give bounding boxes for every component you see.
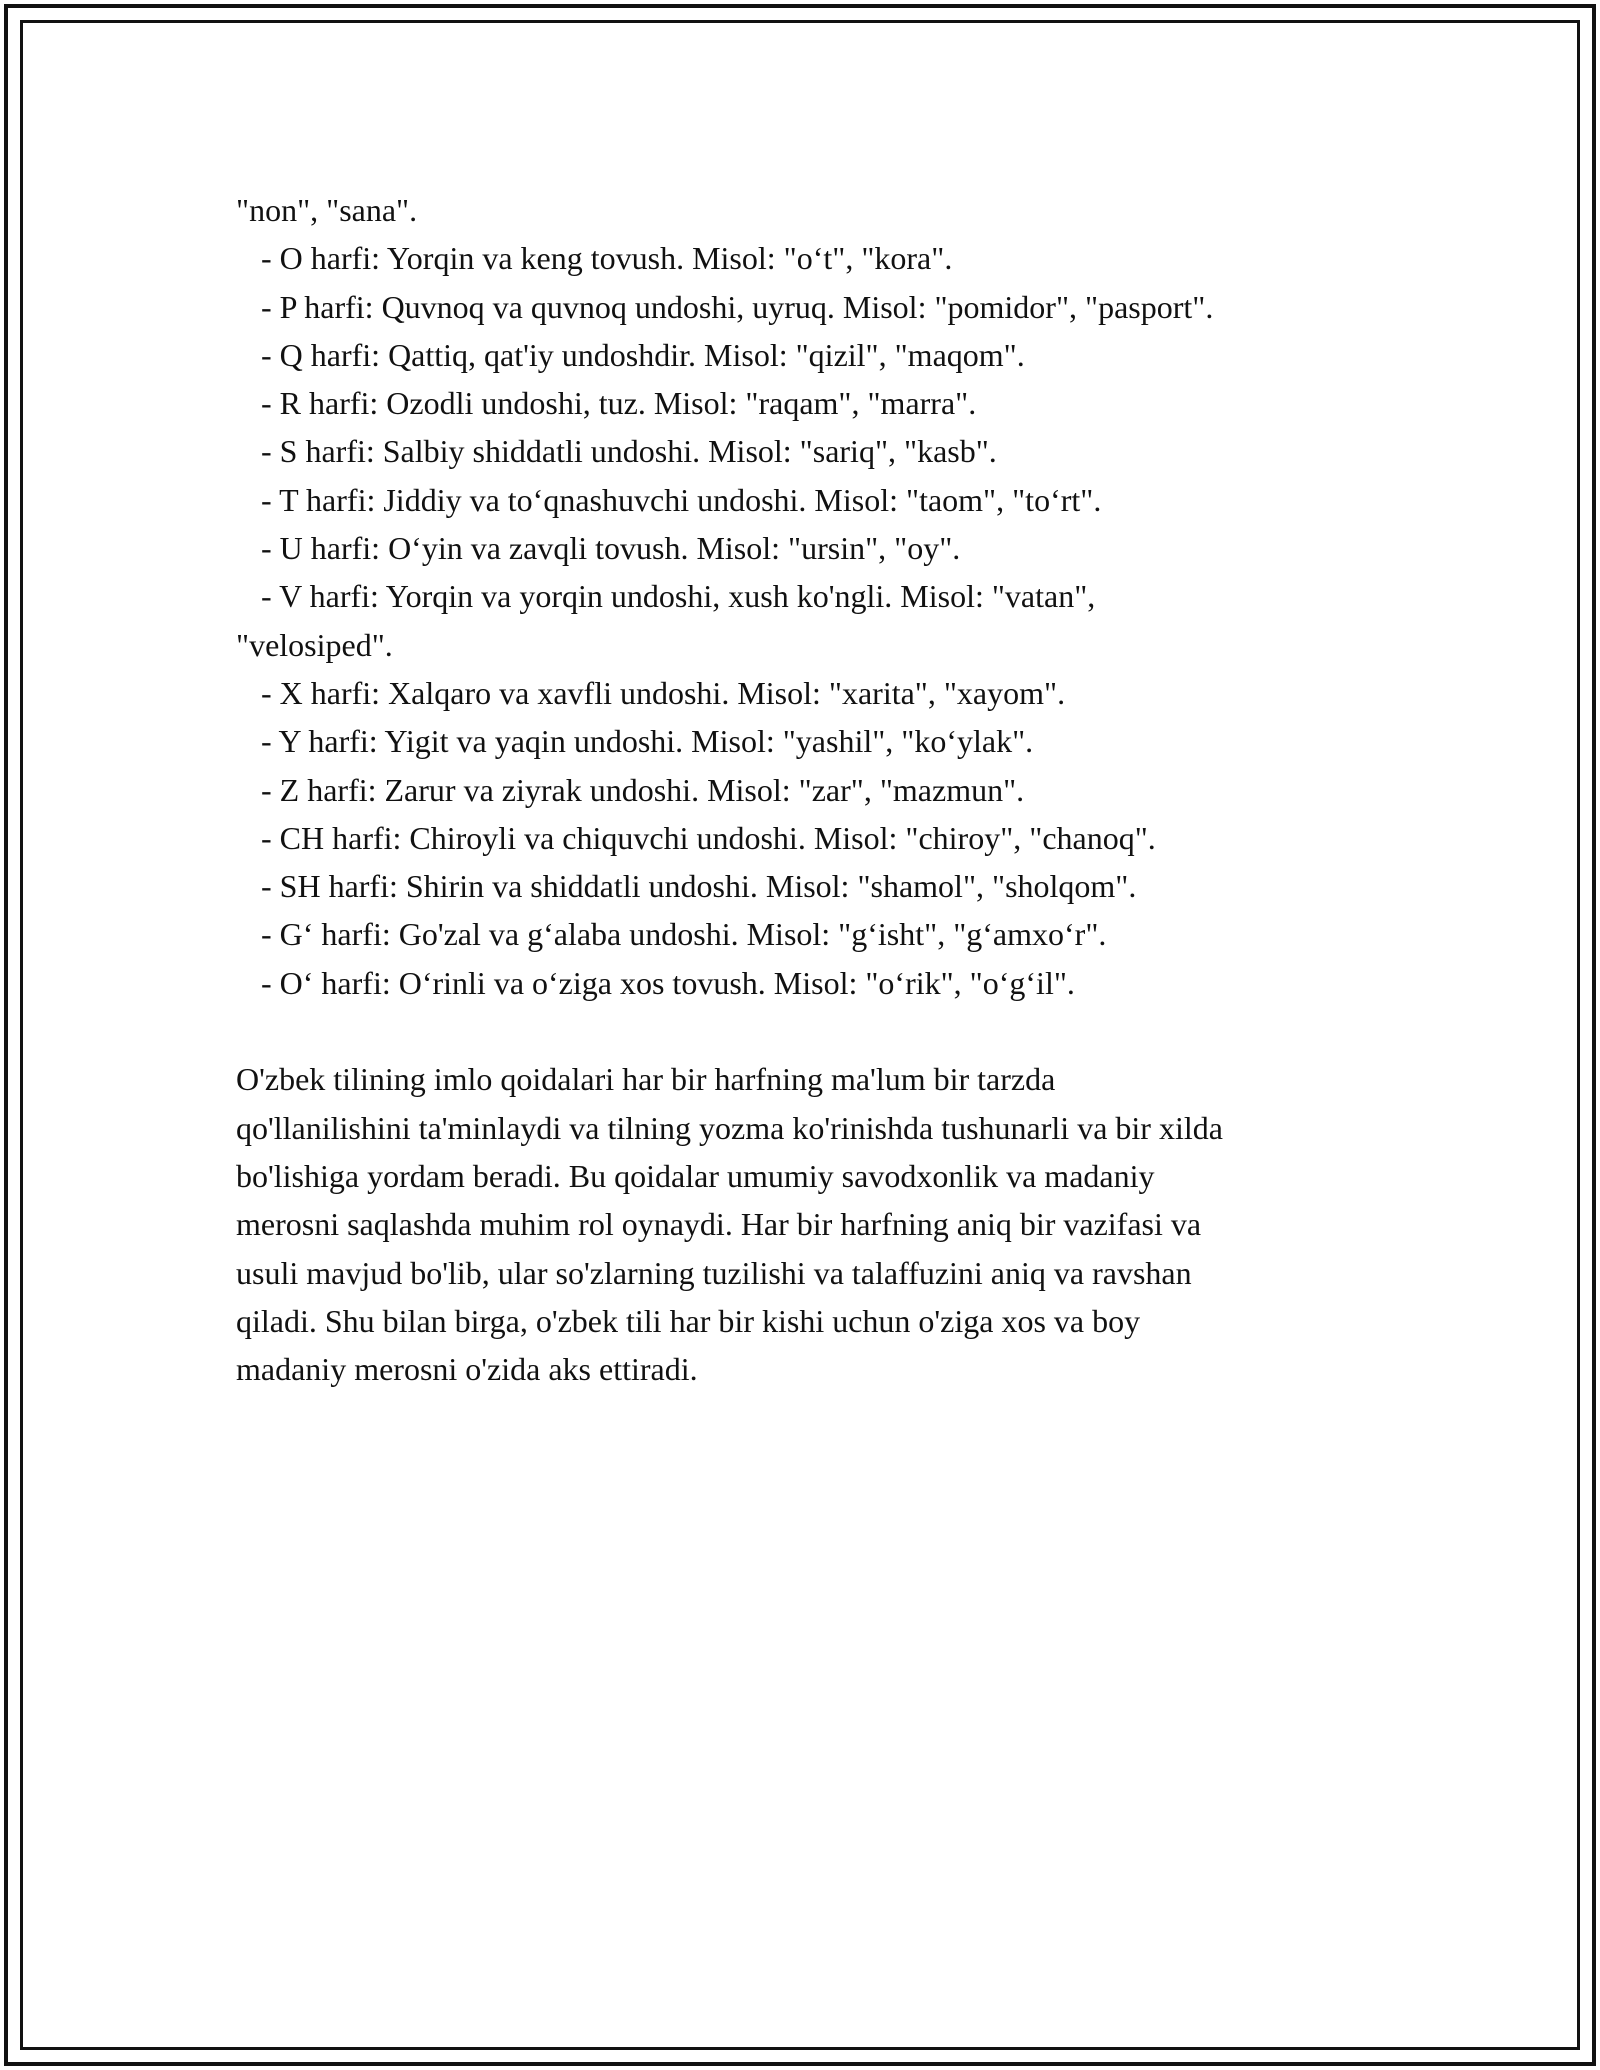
list-item: - X harfi: Xalqaro va xavfli undoshi. Misol: "xarita", "xayom".: [261, 674, 1066, 711]
list-line: "non", "sana".: [236, 192, 418, 228]
list-item: - Y harfi: Yigit va yaqin undoshi. Misol: "yashil", "ko‘ylak".: [261, 723, 1034, 760]
list-item: - CH harfi: Chiroyli va chiquvchi undoshi. Misol: "chiroy", "chanoq".: [261, 819, 1156, 856]
letter-list: [236, 186, 1396, 1007]
list-item: - P harfi: Quvnoq va quvnoq undoshi, uyruq. Misol: "pomidor", "pasport".: [261, 288, 1214, 325]
list-item: - U harfi: O‘yin va zavqli tovush. Misol: "ursin", "oy".: [261, 530, 961, 567]
list-item: - O‘ harfi: O‘rinli va o‘ziga xos tovush. Misol: "o‘rik", "o‘g‘il".: [261, 964, 1075, 1001]
paragraph-line: madaniy merosni o'zida aks ettiradi.: [236, 1351, 698, 1388]
list-item: - V harfi: Yorqin va yorqin undoshi, xush ko'ngli. Misol: "vatan",: [261, 578, 1096, 615]
paragraph-line: O'zbek tilining imlo qoidalari har bir harfning ma'lum bir tarzda: [236, 1061, 1056, 1098]
list-item: - S harfi: Salbiy shiddatli undoshi. Misol: "sariq", "kasb".: [261, 433, 997, 470]
list-item: - R harfi: Ozodli undoshi, tuz. Misol: "raqam", "marra".: [261, 385, 977, 422]
list-item: - G‘ harfi: Go'zal va g‘alaba undoshi. Misol: "g‘isht", "g‘amxo‘r".: [261, 916, 1107, 953]
document-body: [236, 186, 1396, 1393]
list-item: - Q harfi: Qattiq, qat'iy undoshdir. Misol: "qizil", "maqom".: [261, 336, 1025, 373]
paragraph-gap: [236, 1007, 1396, 1055]
list-line: "velosiped".: [236, 626, 393, 663]
list-item: - SH harfi: Shirin va shiddatli undoshi. Misol: "shamol", "sholqom".: [261, 868, 1137, 905]
list-item: - Z harfi: Zarur va ziyrak undoshi. Misol: "zar", "mazmun".: [261, 771, 1025, 808]
paragraph-line: qo'llanilishini ta'minlaydi va tilning yozma ko'rinishda tushunarli va bir xilda: [236, 1109, 1223, 1146]
paragraph-line: merosni saqlashda muhim rol oynaydi. Har bir harfning aniq bir vazifasi va: [236, 1206, 1202, 1243]
paragraph-line: usuli mavjud bo'lib, ular so'zlarning tuzilishi va talaffuzini aniq va ravshan: [236, 1254, 1192, 1291]
paragraph-line: qiladi. Shu bilan birga, o'zbek tili har bir kishi uchun o'ziga xos va boy: [236, 1302, 1141, 1339]
list-item: - T harfi: Jiddiy va to‘qnashuvchi undoshi. Misol: "taom", "to‘rt".: [261, 481, 1102, 518]
summary-paragraph: [236, 1055, 1396, 1393]
list-item: - O harfi: Yorqin va keng tovush. Misol: "o‘t", "kora".: [261, 240, 953, 277]
paragraph-line: bo'lishiga yordam beradi. Bu qoidalar umumiy savodxonlik va madaniy: [236, 1157, 1155, 1194]
